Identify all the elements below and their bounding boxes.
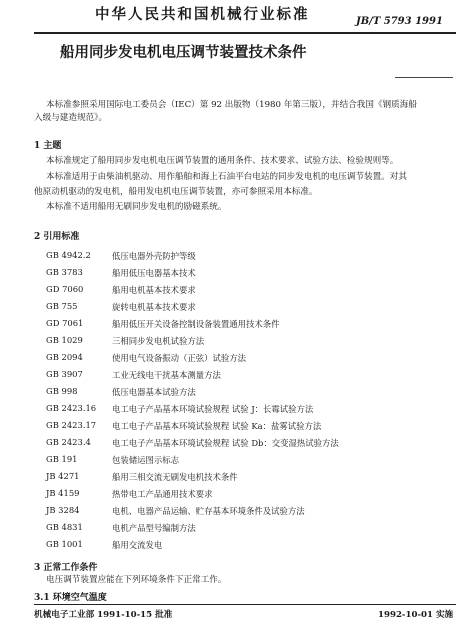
ref-title: 旋转电机基本技术要求 (112, 302, 196, 312)
ref-title: 电工电子产品基本环境试验规程 试验 Ka：盐雾试验方法 (112, 421, 322, 431)
document-title: 船用同步发电机电压调节装置技术条件 (60, 45, 307, 61)
header-divider (34, 32, 456, 34)
ref-title: 船用三相交流无刷发电机技术条件 (112, 472, 238, 482)
section-1-line-4: 本标准不适用船用无刷同步发电机的励磁系统。 (46, 202, 227, 212)
ref-title: 三相同步发电机试验方法 (112, 336, 205, 346)
ref-code: GB 3783 (46, 267, 83, 277)
ref-code: GB 4942.2 (46, 250, 91, 260)
ref-title: 船用交流发电 (112, 540, 163, 550)
section-2-heading: 2 引用标准 (34, 232, 80, 242)
ref-code: GB 2423.17 (46, 420, 97, 430)
ref-code: GB 1029 (46, 335, 83, 345)
ref-title: 低压电器外壳防护等级 (112, 251, 196, 261)
section-1-heading: 1 主题 (34, 141, 62, 151)
ref-title: 热带电工产品通用技术要求 (112, 489, 213, 499)
implementation-date: 1992-10-01 实施 (378, 610, 454, 620)
title-underline (395, 77, 453, 78)
ref-code: GB 998 (46, 386, 78, 396)
ref-title: 使用电气设备振动（正弦）试验方法 (112, 353, 246, 363)
standard-category-title: 中华人民共和国机械行业标准 (95, 7, 310, 23)
section-3-line-1: 电压调节装置应能在下列环境条件下正常工作。 (46, 575, 227, 585)
intro-line-1: 本标准参照采用国际电工委员会（IEC）第 92 出版物（1980 年第三版），并结合我国《钢质海船 (46, 100, 417, 110)
ref-code: GD 7060 (46, 284, 84, 294)
ref-code: GB 2423.16 (46, 403, 97, 413)
section-1-line-2: 本标准适用于由柴油机驱动、用作船舶和海上石油平台电站的同步发电机的电压调节装置。对其 (46, 172, 407, 182)
ref-title: 电机产品型号编制方法 (112, 523, 196, 533)
intro-line-2: 入级与建造规范》。 (34, 113, 108, 123)
section-3-heading: 3 正常工作条件 (34, 563, 98, 573)
ref-title: 电机、电器产品运输、贮存基本环境条件及试验方法 (112, 506, 305, 516)
section-3-1-heading: 3.1 环境空气温度 (34, 593, 107, 603)
ref-code: JB 4159 (46, 488, 80, 498)
ref-code: GB 191 (46, 454, 78, 464)
section-1-line-1: 本标准规定了船用同步发电机电压调节装置的通用条件、技术要求、试验方法、检验规则等。 (46, 156, 399, 166)
ref-code: GB 2423.4 (46, 437, 91, 447)
ref-code: JB 3284 (46, 505, 80, 515)
ref-code: GB 3907 (46, 369, 83, 379)
section-1-line-3: 他原动机驱动的发电机，船用发电机电压调节装置，亦可参照采用本标准。 (34, 187, 318, 197)
ref-code: GB 2094 (46, 352, 83, 362)
ref-code: GB 1001 (46, 539, 83, 549)
ref-title: 低压电器基本试验方法 (112, 387, 196, 397)
ref-title: 工业无线电干扰基本测量方法 (112, 370, 221, 380)
standard-code: JB/T 5793 1991 (356, 16, 443, 27)
footer-divider (34, 604, 456, 605)
ref-title: 电工电子产品基本环境试验规程 试验 Db：交变湿热试验方法 (112, 438, 339, 448)
ref-title: 电工电子产品基本环境试验规程 试验 J：长霉试验方法 (112, 404, 314, 414)
ref-code: GD 7061 (46, 318, 84, 328)
approval-date: 机械电子工业部 1991-10-15 批准 (34, 610, 173, 620)
ref-code: JB 4271 (46, 471, 80, 481)
ref-title: 包装储运图示标志 (112, 455, 179, 465)
ref-code: GB 4831 (46, 522, 83, 532)
ref-code: GB 755 (46, 301, 78, 311)
ref-title: 船用电机基本技术要求 (112, 285, 196, 295)
ref-title: 船用低压电器基本技术 (112, 268, 196, 278)
ref-title: 船用低压开关设备控制设备装置通用技术条件 (112, 319, 280, 329)
